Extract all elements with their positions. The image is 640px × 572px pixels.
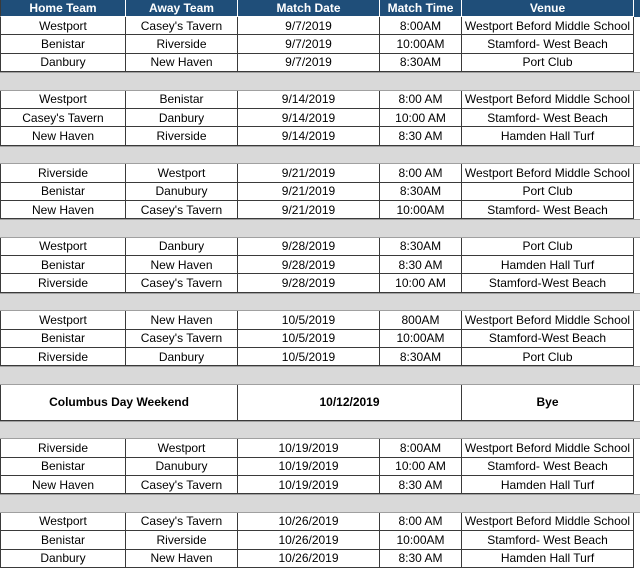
cell-venue[interactable]: Port Club xyxy=(462,183,634,201)
header-row xyxy=(0,0,640,17)
cell-home-team[interactable]: Benistar xyxy=(0,458,126,476)
cell-venue[interactable]: Westport Beford Middle School xyxy=(462,164,634,182)
cell-away-team[interactable]: Riverside xyxy=(126,35,238,53)
cell-venue[interactable]: Stamford- West Beach xyxy=(462,35,634,53)
bye-week-venue[interactable]: Bye xyxy=(462,385,634,421)
cell-match-date[interactable]: 10/5/2019 xyxy=(238,311,380,329)
cell-match-date[interactable]: 10/26/2019 xyxy=(238,513,380,531)
cell-home-team[interactable]: Benistar xyxy=(0,330,126,348)
table-row xyxy=(0,127,640,145)
cell-match-date[interactable]: 9/21/2019 xyxy=(238,201,380,219)
cell-venue[interactable]: Stamford- West Beach xyxy=(462,458,634,476)
cell-away-team[interactable]: Riverside xyxy=(126,127,238,145)
cell-match-time[interactable]: 8:00AM xyxy=(380,439,462,457)
cell-match-time[interactable]: 10:00AM xyxy=(380,531,462,549)
cell-match-time[interactable]: 8:30AM xyxy=(380,238,462,256)
table-row xyxy=(0,109,640,127)
cell-match-time[interactable]: 8:30 AM xyxy=(380,476,462,494)
cell-match-time[interactable]: 8:00 AM xyxy=(380,164,462,182)
cell-venue[interactable]: Westport Beford Middle School xyxy=(462,439,634,457)
week-separator-row xyxy=(0,146,640,164)
cell-home-team[interactable]: Westport xyxy=(0,91,126,109)
table-row xyxy=(0,35,640,53)
table-row xyxy=(0,439,640,457)
cell-away-team[interactable]: Danbury xyxy=(126,109,238,127)
cell-venue[interactable]: Stamford-West Beach xyxy=(462,330,634,348)
cell-venue[interactable]: Westport Beford Middle School xyxy=(462,17,634,35)
table-row xyxy=(0,348,640,366)
cell-match-time[interactable]: 10:00 AM xyxy=(380,274,462,292)
cell-venue[interactable]: Port Club xyxy=(462,54,634,72)
cell-venue[interactable]: Stamford- West Beach xyxy=(462,531,634,549)
cell-home-team[interactable]: Riverside xyxy=(0,274,126,292)
cell-away-team[interactable]: Riverside xyxy=(126,531,238,549)
cell-match-date[interactable]: 9/28/2019 xyxy=(238,256,380,274)
cell-away-team[interactable]: Casey's Tavern xyxy=(126,330,238,348)
table-row xyxy=(0,458,640,476)
cell-home-team[interactable]: Westport xyxy=(0,238,126,256)
cell-home-team[interactable]: Riverside xyxy=(0,348,126,366)
cell-match-time[interactable]: 10:00AM xyxy=(380,35,462,53)
table-row xyxy=(0,330,640,348)
table-row xyxy=(0,256,640,274)
cell-venue[interactable]: Westport Beford Middle School xyxy=(462,513,634,531)
cell-match-time[interactable]: 10:00AM xyxy=(380,201,462,219)
cell-venue[interactable]: Hamden Hall Turf xyxy=(462,550,634,568)
table-row xyxy=(0,476,640,494)
cell-match-time[interactable]: 800AM xyxy=(380,311,462,329)
cell-venue[interactable]: Hamden Hall Turf xyxy=(462,476,634,494)
week-separator-row xyxy=(0,421,640,439)
cell-away-team[interactable]: Benistar xyxy=(126,91,238,109)
cell-home-team[interactable]: Westport xyxy=(0,17,126,35)
cell-away-team[interactable]: Casey's Tavern xyxy=(126,513,238,531)
cell-away-team[interactable]: Casey's Tavern xyxy=(126,17,238,35)
cell-away-team[interactable]: Casey's Tavern xyxy=(126,201,238,219)
header-match-time[interactable]: Match Time xyxy=(380,0,462,17)
cell-venue[interactable]: Stamford- West Beach xyxy=(462,201,634,219)
table-row xyxy=(0,201,640,219)
table-row xyxy=(0,238,640,256)
cell-away-team[interactable]: Danubury xyxy=(126,183,238,201)
cell-match-date[interactable]: 9/7/2019 xyxy=(238,35,380,53)
table-row xyxy=(0,164,640,182)
cell-match-time[interactable]: 10:00 AM xyxy=(380,458,462,476)
cell-home-team[interactable]: New Haven xyxy=(0,201,126,219)
cell-away-team[interactable]: New Haven xyxy=(126,256,238,274)
cell-match-date[interactable]: 10/5/2019 xyxy=(238,348,380,366)
cell-venue[interactable]: Stamford- West Beach xyxy=(462,109,634,127)
cell-match-date[interactable]: 9/14/2019 xyxy=(238,109,380,127)
cell-home-team[interactable]: Westport xyxy=(0,311,126,329)
cell-home-team[interactable]: Benistar xyxy=(0,256,126,274)
cell-home-team[interactable]: Danbury xyxy=(0,550,126,568)
cell-home-team[interactable]: Benistar xyxy=(0,183,126,201)
cell-home-team[interactable]: Riverside xyxy=(0,164,126,182)
cell-away-team[interactable]: Danbury xyxy=(126,238,238,256)
cell-away-team[interactable]: Casey's Tavern xyxy=(126,476,238,494)
cell-match-date[interactable]: 10/19/2019 xyxy=(238,476,380,494)
table-row xyxy=(0,54,640,72)
header-home-team[interactable]: Home Team xyxy=(0,0,126,17)
cell-match-date[interactable]: 9/21/2019 xyxy=(238,164,380,182)
cell-away-team[interactable]: Casey's Tavern xyxy=(126,274,238,292)
cell-home-team[interactable]: Benistar xyxy=(0,35,126,53)
week-separator-row xyxy=(0,494,640,512)
cell-match-time[interactable]: 8:00AM xyxy=(380,17,462,35)
table-row xyxy=(0,183,640,201)
cell-home-team[interactable]: New Haven xyxy=(0,127,126,145)
cell-match-time[interactable]: 8:30AM xyxy=(380,183,462,201)
table-row xyxy=(0,531,640,549)
header-away-team[interactable]: Away Team xyxy=(126,0,238,17)
cell-home-team[interactable]: Benistar xyxy=(0,531,126,549)
cell-match-time[interactable]: 8:30 AM xyxy=(380,256,462,274)
bye-week-label[interactable]: Columbus Day Weekend xyxy=(0,385,238,421)
cell-away-team[interactable]: New Haven xyxy=(126,311,238,329)
cell-venue[interactable]: Hamden Hall Turf xyxy=(462,127,634,145)
cell-match-date[interactable]: 10/19/2019 xyxy=(238,458,380,476)
bye-week-date[interactable]: 10/12/2019 xyxy=(238,385,462,421)
week-separator-row xyxy=(0,293,640,311)
cell-match-date[interactable]: 9/28/2019 xyxy=(238,274,380,292)
cell-match-time[interactable]: 8:00 AM xyxy=(380,513,462,531)
cell-match-date[interactable]: 9/7/2019 xyxy=(238,17,380,35)
cell-venue[interactable]: Westport Beford Middle School xyxy=(462,91,634,109)
cell-venue[interactable]: Hamden Hall Turf xyxy=(462,256,634,274)
cell-away-team[interactable]: New Haven xyxy=(126,54,238,72)
cell-home-team[interactable]: Riverside xyxy=(0,439,126,457)
cell-away-team[interactable]: Danbury xyxy=(126,348,238,366)
week-separator-row xyxy=(0,366,640,384)
week-separator-row xyxy=(0,72,640,90)
cell-match-date[interactable]: 9/14/2019 xyxy=(238,91,380,109)
table-body xyxy=(0,17,640,568)
table-row xyxy=(0,550,640,568)
cell-match-time[interactable]: 8:30 AM xyxy=(380,550,462,568)
cell-match-date[interactable]: 10/5/2019 xyxy=(238,330,380,348)
cell-venue[interactable]: Port Club xyxy=(462,238,634,256)
cell-home-team[interactable]: Casey's Tavern xyxy=(0,109,126,127)
cell-venue[interactable]: Port Club xyxy=(462,348,634,366)
table-row xyxy=(0,17,640,35)
cell-home-team[interactable]: Danbury xyxy=(0,54,126,72)
cell-away-team[interactable]: Westport xyxy=(126,439,238,457)
cell-away-team[interactable]: New Haven xyxy=(126,550,238,568)
cell-match-date[interactable]: 9/28/2019 xyxy=(238,238,380,256)
table-row xyxy=(0,274,640,292)
cell-match-date[interactable]: 9/21/2019 xyxy=(238,183,380,201)
cell-match-date[interactable]: 10/26/2019 xyxy=(238,550,380,568)
cell-match-time[interactable]: 10:00 AM xyxy=(380,109,462,127)
header-venue[interactable]: Venue xyxy=(462,0,634,17)
cell-home-team[interactable]: New Haven xyxy=(0,476,126,494)
week-separator-row xyxy=(0,219,640,237)
table-row xyxy=(0,513,640,531)
cell-match-time[interactable]: 8:30 AM xyxy=(380,127,462,145)
cell-away-team[interactable]: Danubury xyxy=(126,458,238,476)
cell-match-time[interactable]: 10:00AM xyxy=(380,330,462,348)
cell-venue[interactable]: Westport Beford Middle School xyxy=(462,311,634,329)
table-row xyxy=(0,91,640,109)
cell-match-time[interactable]: 8:30AM xyxy=(380,54,462,72)
cell-match-time[interactable]: 8:00 AM xyxy=(380,91,462,109)
cell-match-date[interactable]: 10/26/2019 xyxy=(238,531,380,549)
table-row xyxy=(0,311,640,329)
header-match-date[interactable]: Match Date xyxy=(238,0,380,17)
cell-match-date[interactable]: 9/7/2019 xyxy=(238,54,380,72)
cell-home-team[interactable]: Westport xyxy=(0,513,126,531)
cell-match-date[interactable]: 10/19/2019 xyxy=(238,439,380,457)
cell-away-team[interactable]: Westport xyxy=(126,164,238,182)
cell-venue[interactable]: Stamford-West Beach xyxy=(462,274,634,292)
cell-match-time[interactable]: 8:30AM xyxy=(380,348,462,366)
cell-match-date[interactable]: 9/14/2019 xyxy=(238,127,380,145)
bye-week-row xyxy=(0,385,640,421)
